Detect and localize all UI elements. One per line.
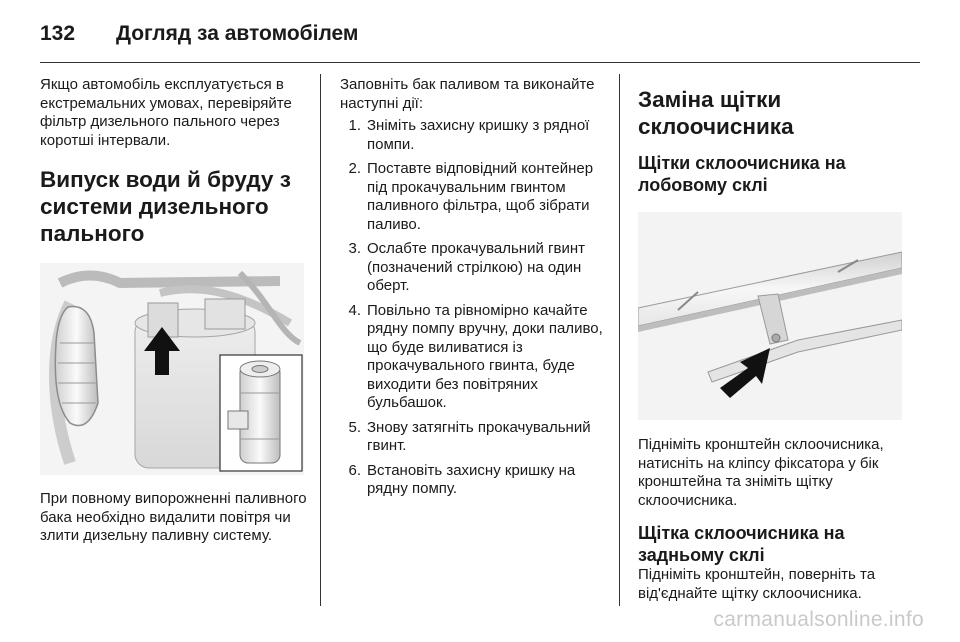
page-header — [40, 22, 358, 52]
list-item: 6. Встановіть захисну кришку на рядну помпу. — [348, 461, 576, 497]
column-middle — [340, 76, 605, 505]
hand-pump-bulb — [55, 307, 98, 426]
column-left — [40, 76, 308, 546]
detail-clip — [228, 411, 248, 429]
subheading-rear-window: Щітка склоочисника на задньому склі — [638, 523, 845, 565]
column-divider — [619, 74, 620, 606]
column-right — [638, 76, 903, 603]
intro-paragraph: Якщо автомобіль експлуатується в екстремальних умовах, перевіряйте фільтр дизельного пального через коротші інтервали. — [40, 76, 292, 149]
wiper-illustration — [638, 212, 902, 420]
clip-detail — [772, 334, 780, 342]
page-title: Догляд за автомобілем — [116, 22, 359, 45]
list-item: 3. Ослабте прокачувальний гвинт (позначений стрілкою) на один оберт. — [348, 240, 585, 294]
purge-note-paragraph: При повному випорожненні паливного бака необхідно видалити повітря чи злити дизельну паливну систему. — [40, 490, 307, 544]
list-item: 4. Повільно та рівномірно качайте рядну помпу вручну, доки паливо, що буде виливатися із прокачувального гвинта, буде виходити без повітряних бульбашок. — [348, 301, 603, 411]
steps-intro: Заповніть бак паливом та виконайте наступні дії: — [340, 76, 595, 112]
page-number: 132 — [40, 22, 76, 45]
column-divider — [320, 74, 321, 606]
steps-list — [340, 117, 605, 499]
list-item: 5. Знову затягніть прокачувальний гвинт. — [348, 418, 591, 454]
header-divider — [40, 62, 920, 63]
section-heading-drain: Випуск води й бруду з системи дизельного пального — [40, 167, 291, 246]
fuel-filter-illustration — [40, 263, 304, 475]
list-item: 2. Поставте відповідний контейнер під прокачувальним гвинтом паливного фільтра, щоб зібрати паливо. — [348, 160, 594, 233]
list-item: 1. Зніміть захисну кришку з рядної помпи. — [348, 117, 590, 153]
rear-window-instruction: Підніміть кронштейн, поверніть та від'єднайте щітку склоочисника. — [638, 566, 876, 602]
watermark: carmanualsonline.info — [713, 608, 924, 631]
filter-fitting — [205, 299, 245, 329]
windscreen-instruction: Підніміть кронштейн склоочисника, натисніть на кліпсу фіксатора у бік кронштейна та зніміть щітку склоочисника. — [638, 436, 884, 509]
section-heading-wiper: Заміна щітки склоочисника — [638, 87, 794, 139]
detail-screw-hole — [252, 366, 268, 373]
subheading-windscreen: Щітки склоочисника на лобовому склі — [638, 153, 846, 195]
